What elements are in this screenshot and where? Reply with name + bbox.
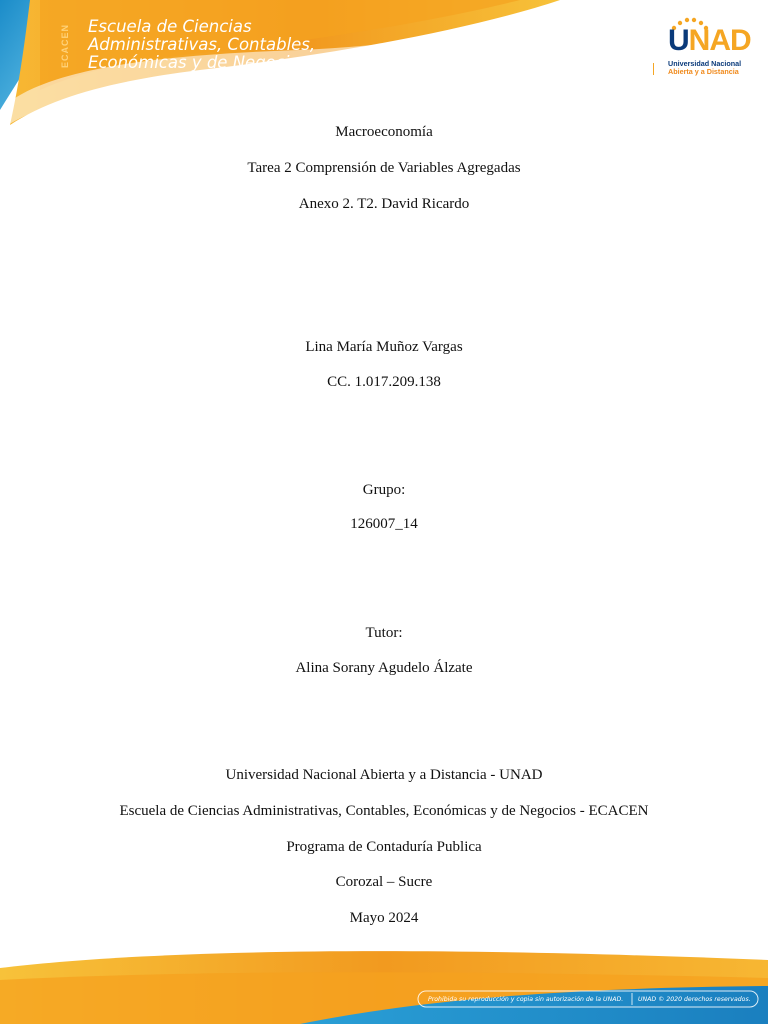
footer-banner-graphic <box>0 940 768 1024</box>
tutor-name: Alina Sorany Agudelo Álzate <box>295 660 473 676</box>
group-value: 126007_14 <box>350 516 418 532</box>
group-label: Grupo: <box>362 482 406 498</box>
school-name: Escuela de Ciencias Administrativas, Contables, Económicas y de Negocios - ECACEN <box>119 803 649 819</box>
date: Mayo 2024 <box>349 910 419 926</box>
unad-logo <box>650 16 760 86</box>
school-title-line-2: Administrativas, Contables, <box>88 35 316 54</box>
logo-wordmark: UNAD <box>668 24 751 57</box>
school-title <box>88 18 388 72</box>
logo-divider <box>653 63 654 75</box>
student-name: Lina María Muñoz Vargas <box>305 339 463 355</box>
location: Corozal – Sucre <box>335 874 433 890</box>
school-title-line-1: Escuela de Ciencias <box>88 17 252 36</box>
copyright-notice: Prohibida su reproducción y copia sin autorización de la UNAD. <box>428 996 624 1003</box>
ecacen-vertical-label: ECACEN <box>60 24 70 69</box>
logo-subtitle: Universidad Nacional Abierta y a Distancia <box>668 59 742 76</box>
task-title: Tarea 2 Comprensión de Variables Agregadas <box>247 160 521 176</box>
tutor-label: Tutor: <box>365 625 403 641</box>
page-footer <box>0 940 768 1024</box>
program-name: Programa de Contaduría Publica <box>286 839 482 855</box>
course-name: Macroeconomía <box>335 124 433 140</box>
annex-title: Anexo 2. T2. David Ricardo <box>298 196 470 212</box>
school-title-line-3: Económicas y de Negocios <box>88 53 309 72</box>
page-header <box>0 0 768 130</box>
rights-reserved-notice: UNAD © 2020 derechos reservados. <box>638 996 751 1003</box>
student-id: CC. 1.017.209.138 <box>327 374 441 390</box>
university-name: Universidad Nacional Abierta y a Distancia - UNAD <box>225 767 543 783</box>
